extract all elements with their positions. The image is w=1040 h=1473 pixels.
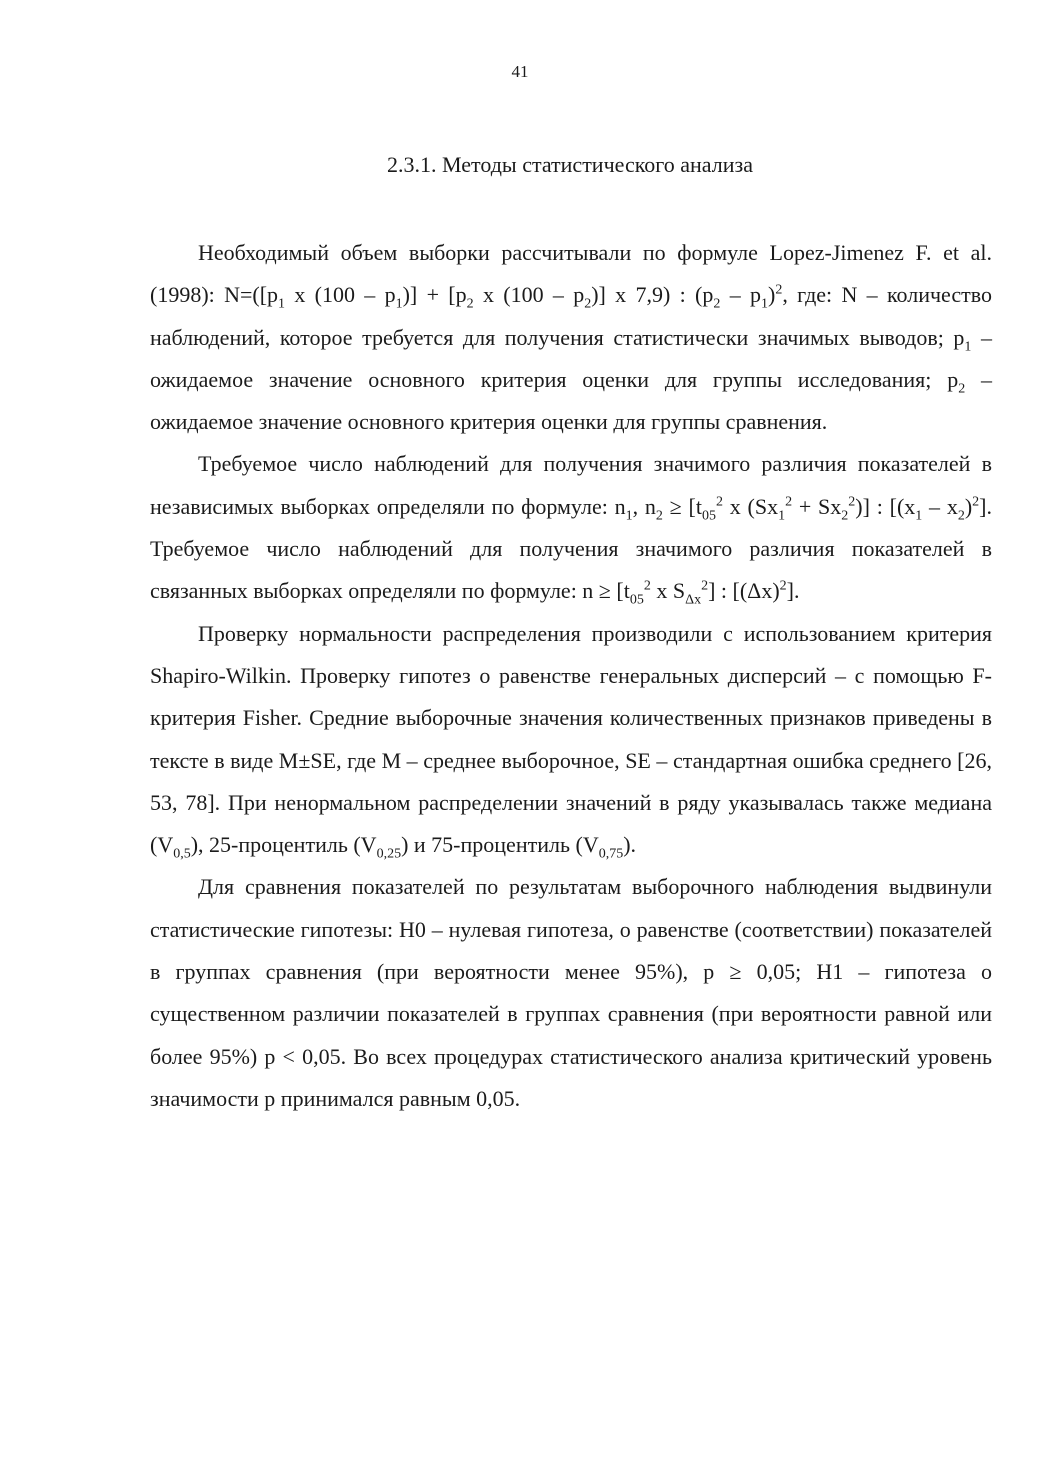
text-run: ≥ [t [662, 493, 702, 519]
subscript: 1 [964, 338, 972, 354]
text-run: x (Sx [722, 493, 779, 519]
text-run: Для сравнения показателей по результатам выборочного наблюдения выдвинули статистические гипотезы: H0 – нулевая гипотеза, о равенстве (соответствии) показателей в группах сравнения (при вероятности менее 95%), p ≥ 0,05; H1 – гипотеза о существенном различии показателей в группах сравнения (при вероятности равной или более 95%) p < 0,05. Во всех процедурах статистического анализа критический уровень значимости p принимался равным 0,05. [150, 874, 992, 1111]
body-text [150, 232, 992, 1120]
subscript: Δx [685, 592, 702, 608]
subscript: 0,5 [173, 846, 191, 862]
text-run: , где: N – количество наблюдений, которое требуется для получения статистически значимых выводов; p [150, 282, 992, 350]
superscript: 2 [779, 579, 787, 595]
superscript: 2 [972, 494, 980, 510]
page-number: 41 [511, 62, 529, 81]
text-run: – ожидаемое значение основного критерия оценки для группы исследования; p [150, 324, 993, 392]
subscript: 2 [655, 508, 663, 524]
superscript: 2 [643, 579, 651, 595]
text-run: + Sx [792, 493, 842, 519]
text-run: x (100 – p [285, 282, 396, 308]
text-run: )] : [(x [855, 493, 916, 519]
text-run: x (100 – p [473, 282, 585, 308]
subscript: 1 [395, 296, 403, 312]
subscript: 1 [915, 508, 923, 524]
text-run: , n [632, 493, 656, 519]
text-run: )] + [p [402, 282, 467, 308]
paragraph-sample-size [150, 232, 992, 443]
text-run: Необходимый объем выборки рассчитывали по формуле Lopez-Jimenez F. et al. (1998): N=([p [150, 240, 992, 308]
superscript: 2 [701, 579, 709, 595]
subscript: 2 [584, 296, 592, 312]
paragraph-required-observations [150, 443, 992, 612]
subscript: 2 [841, 508, 849, 524]
subscript: 1 [278, 296, 286, 312]
subscript: 2 [957, 508, 965, 524]
paragraph-normality-tests [150, 613, 992, 867]
paragraph-hypotheses [150, 866, 992, 1120]
text-run: Проверку нормальности распределения производили с использованием критерия Shapiro-Wilkin. Проверку гипотез о равенстве генеральных дисперсий – с помощью F-критерия Fisher. Средние выборочные значения количественных признаков приведены в тексте в виде M±SE, где M – среднее выборочное, SE – стандартная ошибка среднего [26, 53, 78]. При ненормальном распределении значений в ряду указывалась также медиана (V [150, 620, 992, 858]
subscript: 05 [701, 508, 716, 524]
text-run: ) и 75-процентиль (V [401, 832, 599, 858]
text-run: ) [964, 493, 973, 519]
text-run: ]. [786, 578, 800, 604]
text-run: ) [768, 282, 776, 308]
subscript: 1 [761, 296, 768, 312]
text-run: – p [720, 282, 761, 308]
superscript: 2 [785, 494, 793, 510]
subscript: 05 [629, 592, 644, 608]
subscript: 2 [466, 296, 474, 312]
text-run: – x [922, 493, 958, 519]
subscript: 2 [713, 296, 721, 312]
text-run: ), 25-процентиль (V [190, 832, 377, 858]
text-run: ]. Требуемое число наблюдений для получения значимого различия показателей в связанных выборках определяли по формуле: n ≥ [t [150, 493, 992, 604]
text-run: – ожидаемое значение основного критерия оценки для группы сравнения. [150, 366, 993, 435]
superscript: 2 [715, 494, 723, 510]
subscript: 1 [778, 508, 786, 524]
text-run: ). [623, 832, 637, 858]
text-run: ] : [(Δx) [708, 578, 780, 604]
text-run: )] x 7,9) : (p [591, 282, 714, 308]
text-run: Требуемое число наблюдений для получения значимого различия показателей в независимых выборках определяли по формуле: n [150, 451, 992, 519]
text-run: x S [650, 578, 686, 604]
subscript: 0,25 [376, 846, 402, 862]
superscript: 2 [848, 494, 856, 510]
subscript: 2 [958, 381, 966, 397]
superscript: 2 [775, 282, 783, 298]
section-title: 2.3.1. Методы статистического анализа [387, 152, 753, 177]
subscript: 1 [625, 508, 633, 524]
subscript: 0,75 [598, 846, 624, 862]
